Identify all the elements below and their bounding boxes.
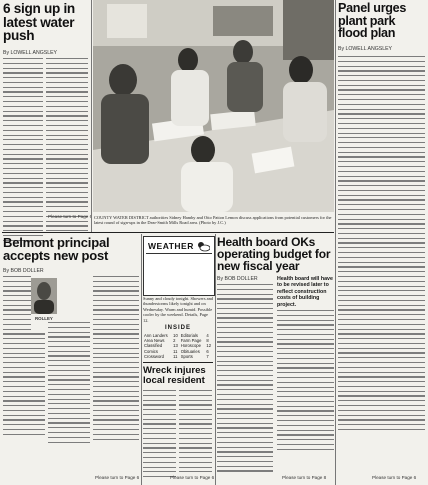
body-col-1	[3, 58, 43, 244]
body-col-2	[46, 58, 88, 235]
body-wreck-col-1	[143, 390, 176, 481]
photo-caption: COUNTY WATER DISTRICT authorities Sidney Hamby and Otto Patton Lemon discuss applications from potential customers for the latest round of sign-ups in the Dear-Smith Mills Road area. (Photo by J.C.)	[94, 215, 332, 226]
column-rule	[215, 234, 216, 485]
rolley-portrait	[31, 278, 57, 314]
wreck-divider	[143, 362, 213, 363]
section-divider	[2, 232, 334, 233]
index-row: Comics 11 Obituaries 6	[144, 348, 209, 354]
headline-flood-plan: Panel urges plant park flood plan	[338, 1, 407, 41]
byline-water-signup: By LOWELL ANGSLEY	[3, 50, 58, 56]
headline-health-budget: Health board OKs operating budget for new fiscal year	[217, 235, 331, 273]
column-rule	[91, 0, 92, 232]
body-belmont-col-3	[93, 276, 139, 443]
body-belmont-col-2	[48, 322, 90, 446]
index-row: Area News 2 Farm Page 8	[144, 338, 209, 344]
continued-health: Please turn to Page 8	[282, 475, 327, 480]
index-row: Ann Landers 10 Editorials 4	[144, 333, 209, 338]
column-rule	[335, 0, 336, 485]
sun-cloud-icon	[196, 240, 210, 252]
body-health-col-2	[277, 310, 334, 453]
index-row: Classified 13 Horoscope 12	[144, 343, 212, 349]
headline-wreck: Wreck injures local resident	[143, 365, 206, 386]
body-wreck-col-2	[179, 390, 212, 476]
byline-belmont-principal: By BOB DOLLER	[3, 268, 44, 274]
index-row: Crossword 11 Sports 7	[144, 353, 209, 359]
inside-index	[143, 333, 213, 359]
continued-belmont: Please turn to Page 6	[95, 475, 140, 480]
weather-forecast: Sunny and cloudy tonight. Showers and thunderstorms likely tonight and on Wednesday. Warm and humid. Possible cooler by the weekend. Details, Page 12.	[143, 296, 214, 323]
headline-water-signup: 6 sign up in latest water push	[3, 1, 75, 44]
column-rule	[141, 234, 142, 485]
body-col-right	[338, 56, 425, 434]
health-subhead: Health board will have to be revised later to reflect construction costs of building project.	[277, 276, 333, 308]
continued-flood-plan: Please turn to Page 6	[372, 475, 417, 480]
byline-health-budget: By BOB DOLLER	[217, 276, 258, 282]
continued-water-signup: Please turn to Page 6	[48, 214, 93, 219]
portrait-name: ROLLEY	[35, 316, 53, 321]
body-health-col-1	[217, 284, 273, 475]
weather-title: WEATHER	[148, 241, 194, 251]
byline-flood-plan: By LOWELL ANGSLEY	[338, 46, 393, 52]
headline-belmont-principal: Belmont principal accepts new post	[3, 235, 110, 263]
water-district-photo	[93, 0, 334, 212]
weather-box	[143, 236, 215, 296]
inside-title: INSIDE	[164, 325, 191, 331]
continued-wreck: Please turn to Page 6	[170, 475, 215, 480]
